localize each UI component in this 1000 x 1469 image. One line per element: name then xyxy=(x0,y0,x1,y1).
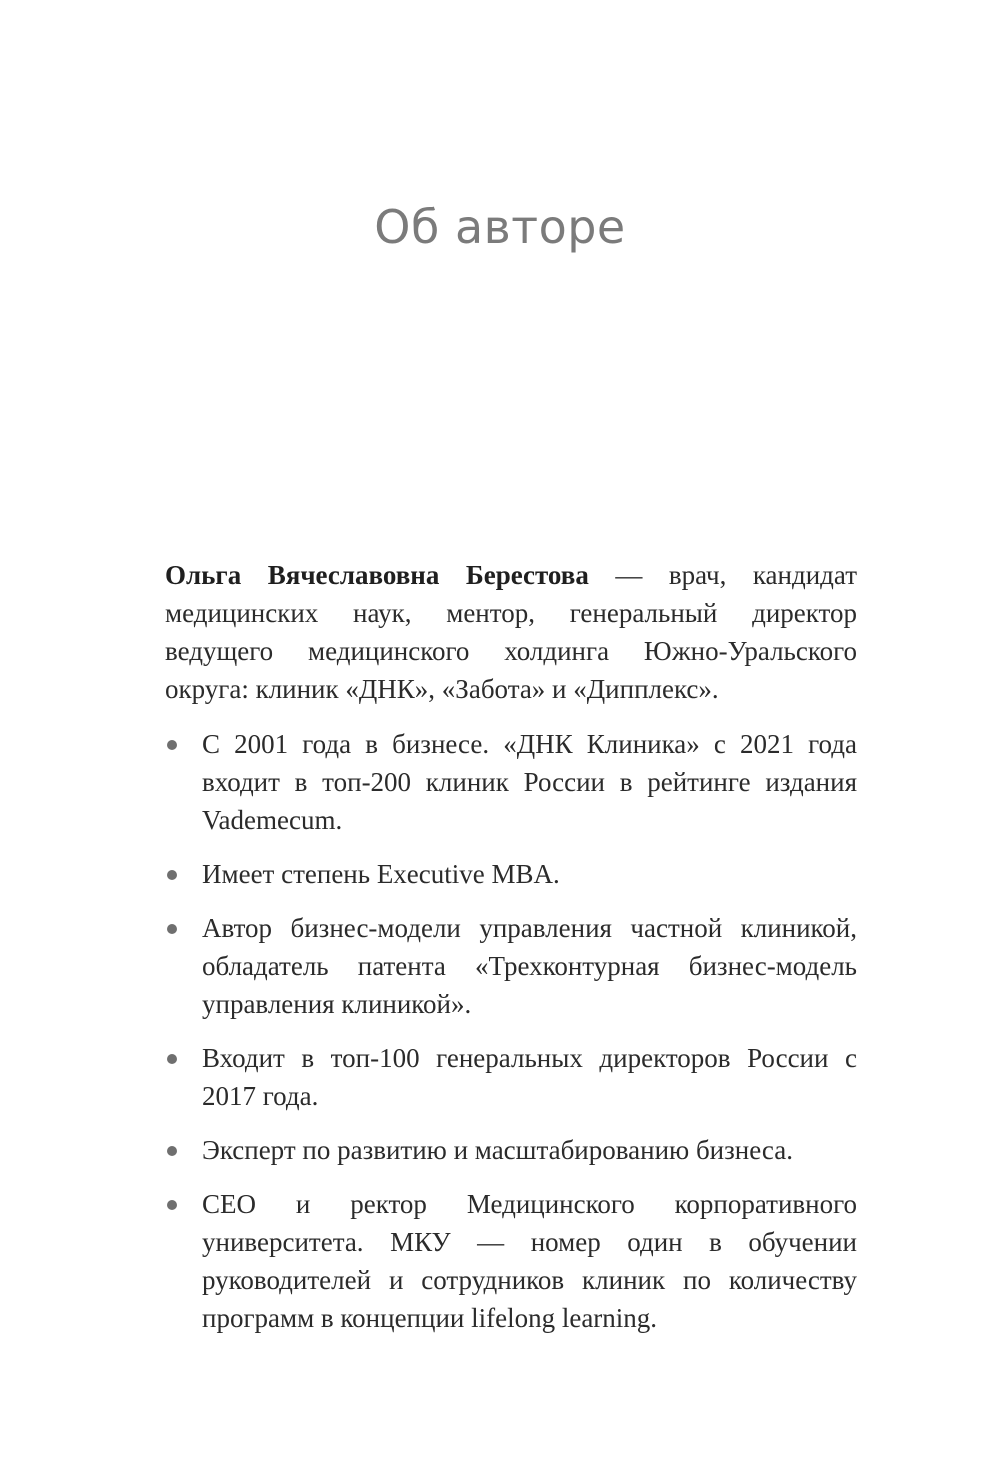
bullet-icon xyxy=(167,870,177,880)
list-item-text: Входит в топ-100 генеральных директоров России с 2017 года. xyxy=(202,1043,857,1111)
list-item-text: С 2001 года в бизнесе. «ДНК Клиника» с 2021 года входит в топ-200 клиник России в рейтинге издания Vademecum. xyxy=(202,729,857,835)
list-item-text: Эксперт по развитию и масштабированию бизнеса. xyxy=(202,1135,793,1165)
author-name: Ольга Вячеславовна Берестова xyxy=(165,560,589,590)
list-item xyxy=(165,725,857,839)
list-item-text: Имеет степень Executive MBA. xyxy=(202,859,560,889)
list-item xyxy=(165,1039,857,1115)
page-title: Об авторе xyxy=(374,200,626,254)
bullet-icon xyxy=(167,740,177,750)
list-item-text: Автор бизнес-модели управления частной клиникой, обладатель патента «Трехконтурная бизнес-модель управления клиникой». xyxy=(202,913,857,1019)
facts-list xyxy=(165,725,857,1337)
bullet-icon xyxy=(167,1054,177,1064)
intro-text: — врач, кандидат медицинских наук, ментор, генеральный директор ведущего медицинского холдинга Южно-Уральского округа: клиник «ДНК», «Забота» и «Дипплекс». xyxy=(165,560,857,704)
bullet-icon xyxy=(167,1146,177,1156)
list-item-text: CEO и ректор Медицинского корпоративного университета. МКУ — номер один в обучении руководителей и сотрудников клиник по количеству программ в концепции lifelong learning. xyxy=(202,1189,857,1333)
list-item xyxy=(165,909,857,1023)
bullet-icon xyxy=(167,1200,177,1210)
list-item xyxy=(165,1185,857,1337)
list-item xyxy=(165,1131,857,1169)
author-bio xyxy=(165,556,857,1353)
list-item xyxy=(165,855,857,893)
intro-paragraph xyxy=(165,556,857,708)
bullet-icon xyxy=(167,924,177,934)
